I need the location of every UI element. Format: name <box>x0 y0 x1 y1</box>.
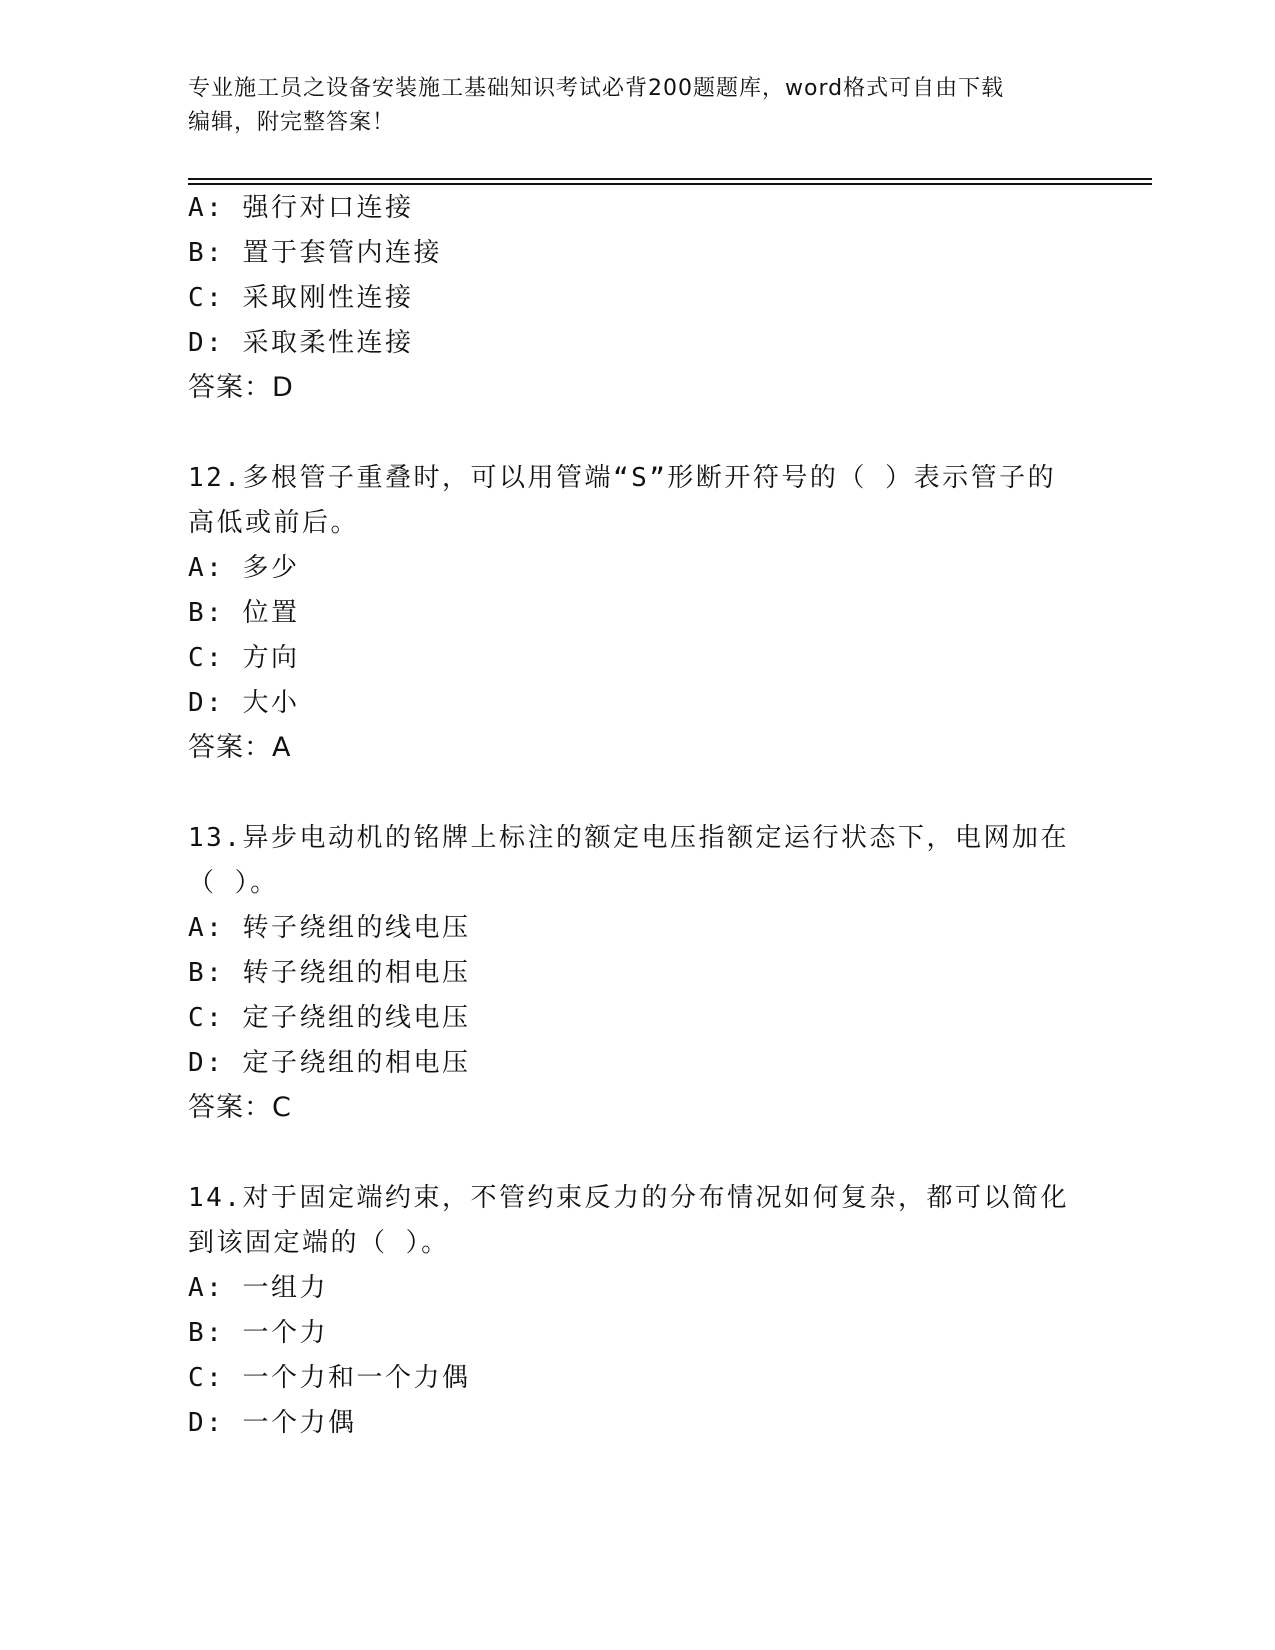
q14-option-d: D: 一个力偶 <box>188 1408 357 1438</box>
q12-stem-line-2: 高低或前后。 <box>188 508 360 538</box>
q14-option-b: B: 一个力 <box>188 1318 328 1348</box>
header-divider-bottom <box>188 183 1152 185</box>
q12-option-d: D: 大小 <box>188 688 300 718</box>
header-title-line-2: 编辑，附完整答案！ <box>188 110 396 135</box>
q14-option-a: A: 一组力 <box>188 1273 328 1303</box>
q13-option-d: D: 定子绕组的相电压 <box>188 1048 471 1078</box>
q13-stem-line-2: （ ）。 <box>188 868 279 898</box>
q13-option-b: B: 转子绕组的相电压 <box>188 958 471 988</box>
q14-option-c: C: 一个力和一个力偶 <box>188 1363 471 1393</box>
q14-stem-line-1: 14.对于固定端约束，不管约束反力的分布情况如何复杂，都可以简化 <box>188 1183 1069 1213</box>
q13-stem-line-1: 13.异步电动机的铭牌上标注的额定电压指额定运行状态下，电网加在 <box>188 823 1069 853</box>
q11-option-d: D: 采取柔性连接 <box>188 328 414 358</box>
q12-option-c: C: 方向 <box>188 643 300 673</box>
q11-answer: 答案：D <box>188 372 294 403</box>
q12-option-a: A: 多少 <box>188 553 300 583</box>
q13-option-a: A: 转子绕组的线电压 <box>188 913 471 943</box>
header-divider-top <box>188 178 1152 180</box>
q11-option-b: B: 置于套管内连接 <box>188 238 442 268</box>
q13-option-c: C: 定子绕组的线电压 <box>188 1003 471 1033</box>
q13-answer: 答案：C <box>188 1092 292 1123</box>
q12-answer: 答案：A <box>188 732 292 763</box>
document-header <box>188 72 1088 140</box>
header-title-line-1: 专业施工员之设备安装施工基础知识考试必背200题题库，word格式可自由下载 <box>188 76 1005 101</box>
q14-stem-line-2: 到该固定端的（ ）。 <box>188 1228 450 1258</box>
q11-option-c: C: 采取刚性连接 <box>188 283 414 313</box>
q12-option-b: B: 位置 <box>188 598 300 628</box>
q11-option-a: A: 强行对口连接 <box>188 193 414 223</box>
q12-stem-line-1: 12.多根管子重叠时，可以用管端“S”形断开符号的（ ）表示管子的 <box>188 463 1057 493</box>
